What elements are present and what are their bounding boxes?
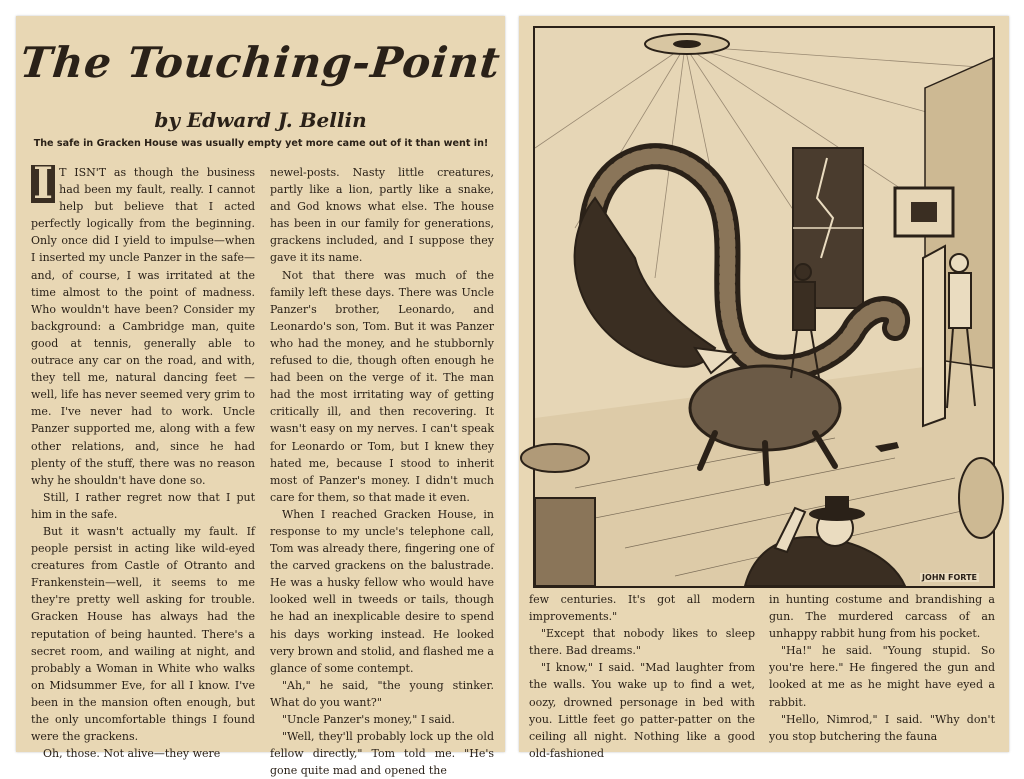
picture-image: [911, 202, 937, 222]
open-door: [923, 246, 945, 426]
paragraph: few centuries. It's got all modern improvements.": [529, 593, 755, 624]
paragraph: newel-posts. Nasty little creatures, partly like a lion, partly like a snake, and God knows what else. The house has been in our family for generations, grackens included, and I suppose they gave it its name.: [270, 166, 494, 265]
paragraph: [31, 159, 255, 489]
paragraph: "Hello, Nimrod," I said. "Why don't you stop butchering the fauna: [769, 712, 995, 743]
paragraph: "I know," I said. "Mad laughter from the walls. You wake up to find a wet, oozy, drowned personage in bed with you. Little feet go patter-patter on the ceiling all night. Nothing like a good old-fashioned: [529, 661, 755, 760]
paragraph: "Ha!" he said. "Young stupid. So you're here." He fingered the gun and looked at me as he might have eyed a rabbit.: [769, 644, 995, 709]
text-column-right-1: [529, 591, 755, 760]
story-illustration: [533, 26, 995, 588]
text-column-left-1: [31, 159, 255, 761]
illustration-drawing: [535, 28, 993, 586]
text-column-right-2: [769, 591, 995, 751]
wicker-chair: [959, 458, 1003, 538]
paragraph: When I reached Gracken House, in response to my uncle's telephone call, Tom was already there, fingering one of the carved grackens on the balustrade. He was a husky fellow who would have looked well in tweeds or tails, though he had an inexplicable desire to spend his days working instead. He looked very brown and stolid, and flashed me a glance of some contempt.: [270, 507, 494, 675]
paragraph: in hunting costume and brandishing a gun. The murdered carcass of an unhappy rabbit hung from his pocket.: [769, 593, 995, 641]
left-page: [16, 16, 505, 778]
foreground-table: [521, 444, 589, 472]
paragraph-text: T ISN'T as though the business had been my fault, really. I cannot help but believe that I acted perfectly logically from the beginning. Only once did I yield to impulse—when I inserted my uncle Panzer in the safe—and, of course, I was irritated at the time almost to the point of madness. Who wouldn't have been? Consider my background: a Cambridge man, quite good at tennis, generally able to outrace any car on the road, and with, they tell me, natural dancing feet — well, life has never seemed very grim to me. I've never had to work. Uncle Panzer supported me, along with a few other relations, and, since he had plenty of the stuff, there was no reason why he shouldn't have done so.: [31, 166, 255, 487]
paragraph: Not that there was much of the family left these days. There was Uncle Panzer's brother, Leonardo, and Leonardo's son, Tom. But it was Panzer who had the money, and he stubbornly refused to die, though often enough he had been on the verge of it. The man had the most irritating way of getting critically ill, and then recovering. It wasn't easy on my nerves. I can't speak for Leonardo or Tom, but I knew they hated me, because I stood to inherit most of Panzer's money. I didn't much care for them, so that made it even.: [270, 268, 494, 504]
drop-cap: I: [33, 159, 54, 209]
text-column-left-2: [270, 164, 494, 778]
illustration-credit: JOHN FORTE: [922, 573, 977, 582]
paragraph: "Well, they'll probably lock up the old fellow directly," Tom told me. "He's gone quite mad and opened the: [270, 730, 494, 778]
author-byline: by Edward J. Bellin: [154, 108, 367, 132]
paragraph: "Uncle Panzer's money," I said.: [282, 713, 455, 726]
story-tagline: The safe in Gracken House was usually empty yet more came out of it than went in!: [33, 138, 489, 149]
story-title: The Touching-Point: [17, 38, 504, 87]
lamp-center: [673, 40, 701, 48]
paragraph: "Except that nobody likes to sleep there. Bad dreams.": [529, 627, 755, 658]
side-table: [535, 498, 595, 586]
right-page: [519, 16, 1009, 760]
paragraph: "Ah," he said, "the young stinker. What do you want?": [270, 678, 494, 709]
paragraph: Oh, those. Not alive—they were: [43, 747, 221, 761]
paragraph: But it wasn't actually my fault. If people persist in acting like wild-eyed creatures from Castle of Otranto and Frankenstein—well, it seems to me they're pretty well asking for trouble. Gracken House has always had the reputation of being haunted. There's a secret room, and wailing at night, and probably a Woman in White who walks on Midsummer Eve, for all I know. I've been in the mansion often enough, but the only uncomfortable things I found were the grackens.: [31, 524, 255, 744]
paragraph: Still, I rather regret now that I put him in the safe.: [31, 490, 255, 521]
